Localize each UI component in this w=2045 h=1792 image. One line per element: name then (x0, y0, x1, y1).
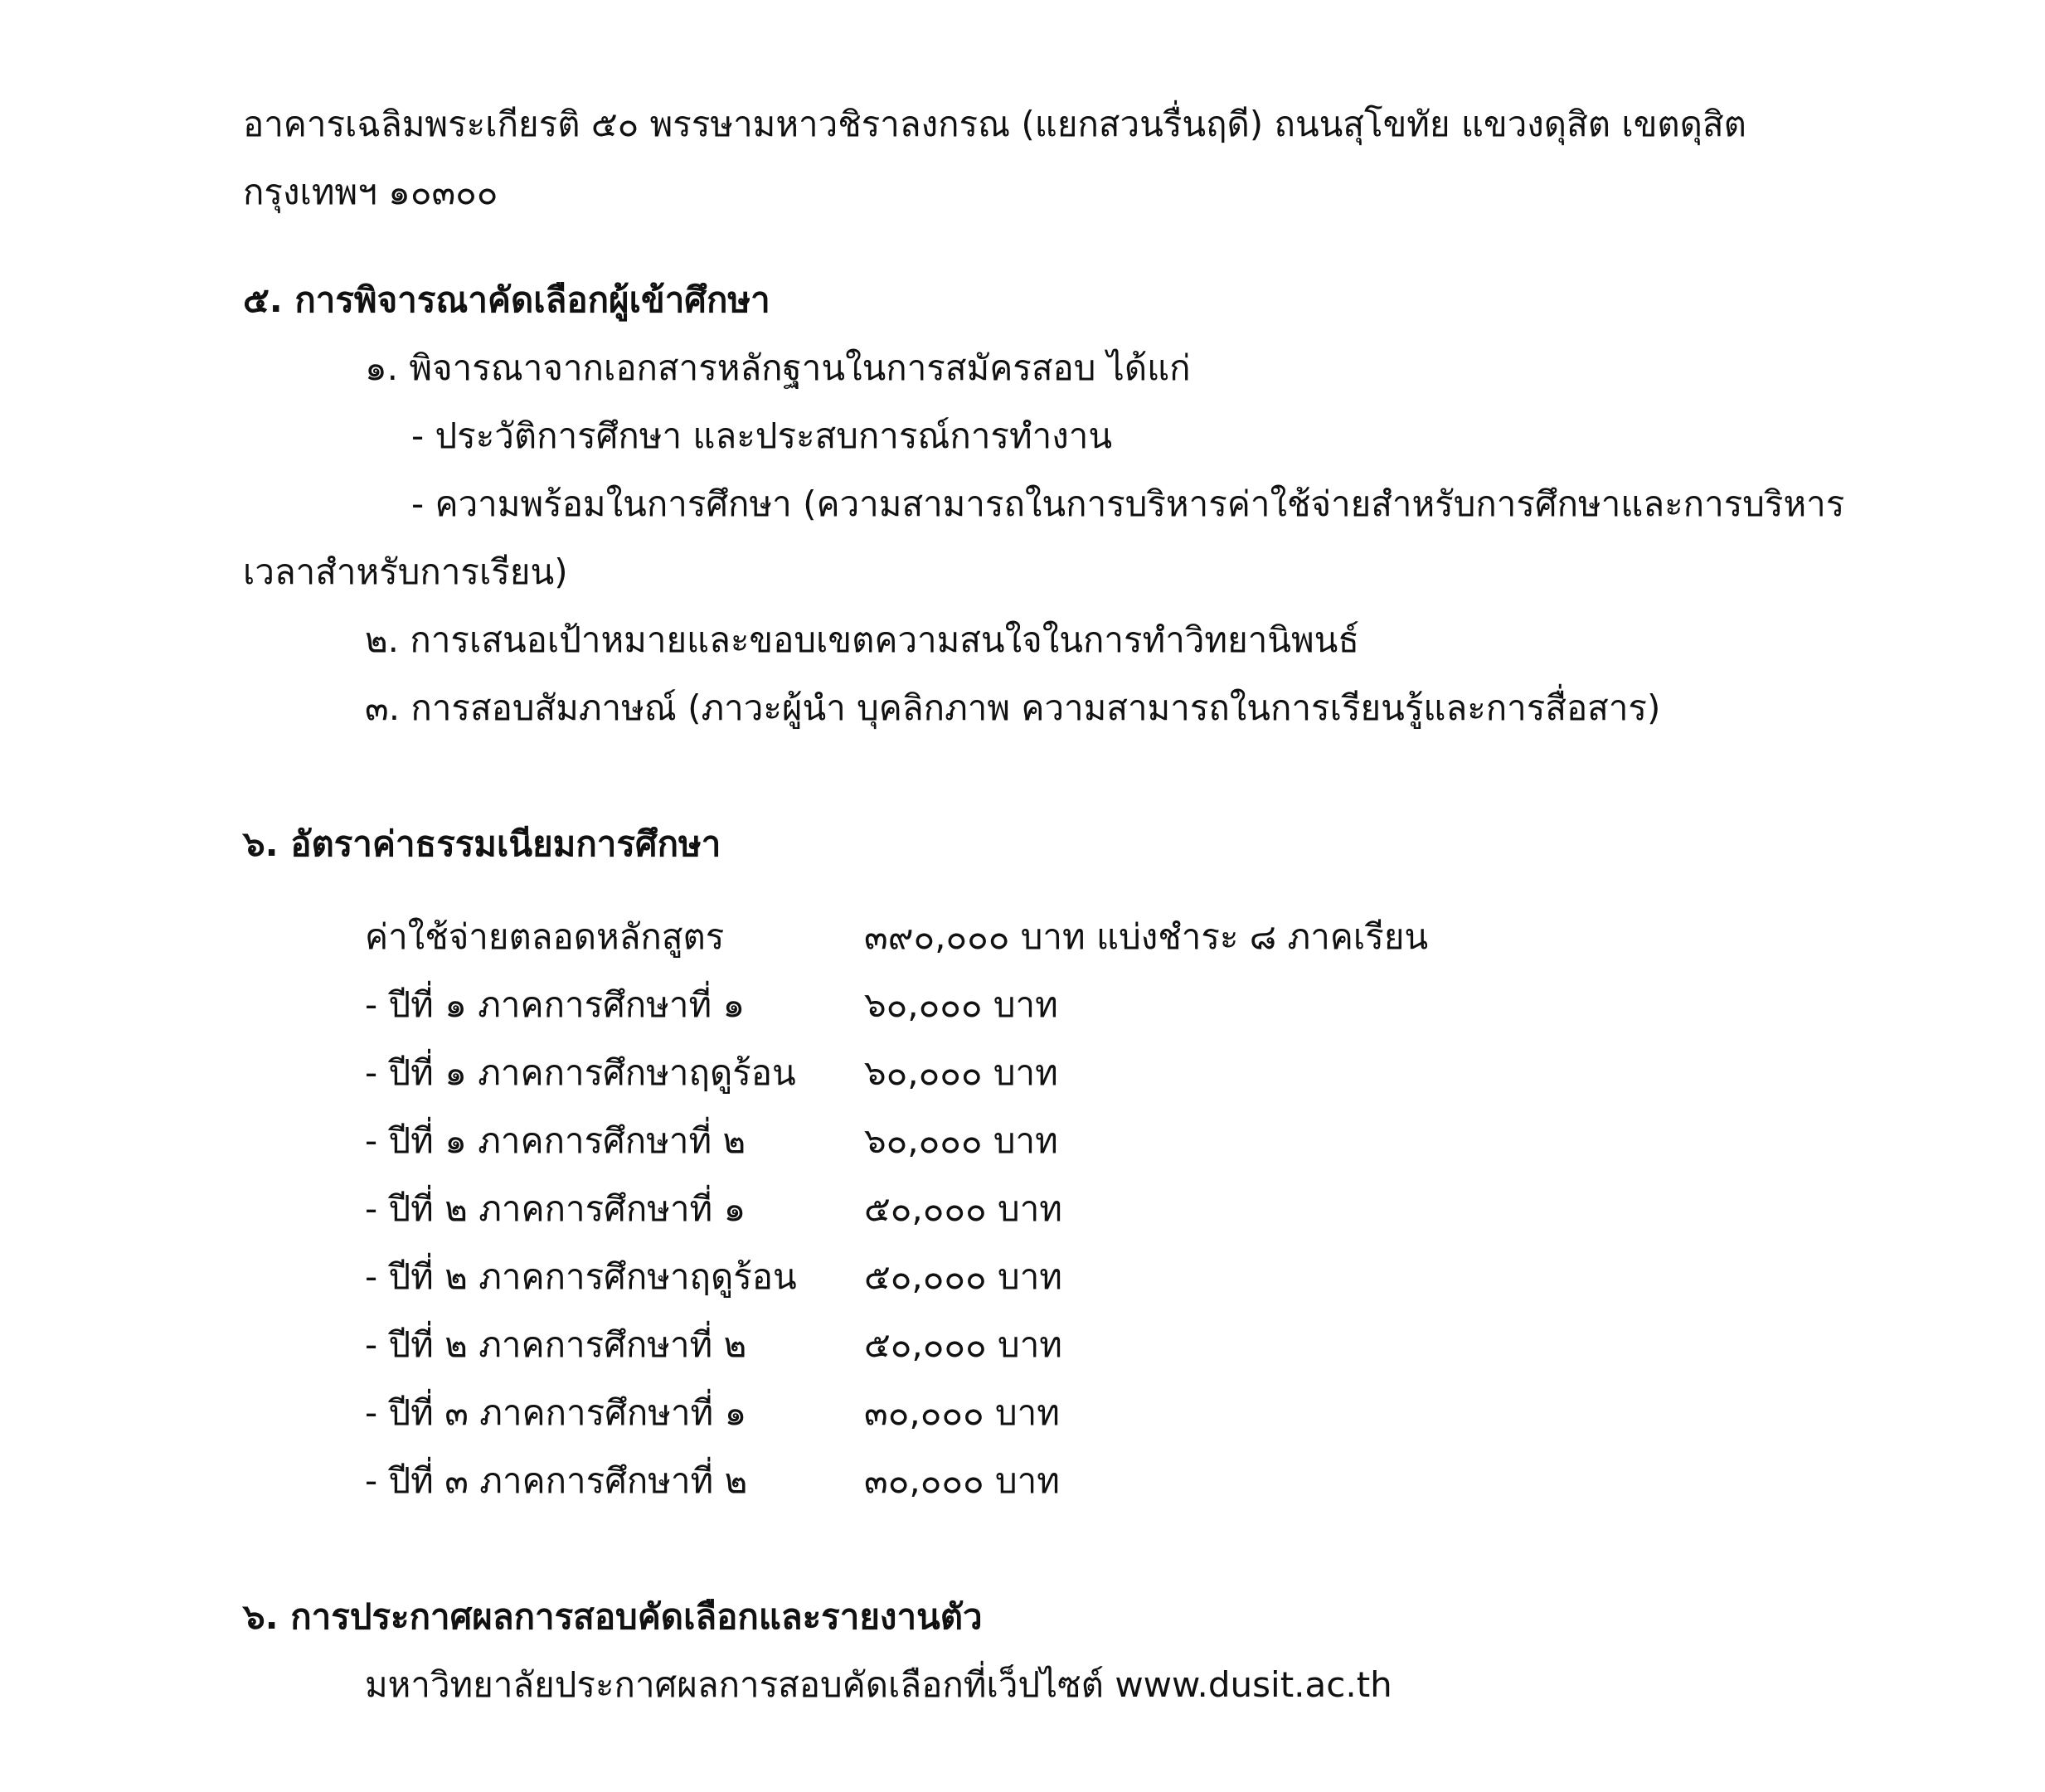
fee-row-label: ค่าใช้จ่ายตลอดหลักสูตร (365, 916, 725, 957)
address-line-1: อาคารเฉลิมพระเกียรติ ๕๐ พรรษามหาวชิราลงกรณ (แยกสวนรื่นฤดี) ถนนสุโขทัย แขวงดุสิต เขตดุสิต (243, 104, 1746, 144)
fee-row-amount: ๓๙๐,๐๐๐ บาท แบ่งชำระ ๘ ภาคเรียน (864, 916, 1429, 957)
fee-row-label: - ปีที่ ๒ ภาคการศึกษาฤดูร้อน (365, 1256, 797, 1297)
fee-row-amount: ๖๐,๐๐๐ บาท (864, 1120, 1058, 1161)
section-6-announcement-heading: ๖. การประกาศผลการสอบคัดเลือกและรายงานตัว (243, 1596, 983, 1637)
fee-row-amount: ๕๐,๐๐๐ บาท (864, 1188, 1062, 1229)
criterion-1-sub-1: - ประวัติการศึกษา และประสบการณ์การทำงาน (411, 415, 1113, 456)
fee-row-label: - ปีที่ ๓ ภาคการศึกษาที่ ๑ (365, 1392, 747, 1433)
selection-criterion-2: ๒. การเสนอเป้าหมายและขอบเขตความสนใจในการทำวิทยานิพนธ์ (365, 619, 1360, 660)
selection-criterion-1: ๑. พิจารณาจากเอกสารหลักฐานในการสมัครสอบ ได้แก่ (365, 347, 1191, 388)
address-line-2: กรุงเทพฯ ๑๐๓๐๐ (243, 172, 498, 212)
fee-row-amount: ๕๐,๐๐๐ บาท (864, 1256, 1062, 1297)
fee-row-amount: ๕๐,๐๐๐ บาท (864, 1324, 1062, 1365)
selection-criterion-3: ๓. การสอบสัมภาษณ์ (ภาวะผู้นำ บุคลิกภาพ ความสามารถในการเรียนรู้และการสื่อสาร) (365, 687, 1661, 728)
fee-row-label: - ปีที่ ๒ ภาคการศึกษาที่ ๒ (365, 1324, 747, 1365)
fee-row-label: - ปีที่ ๑ ภาคการศึกษาที่ ๑ (365, 984, 746, 1025)
fee-row-amount: ๖๐,๐๐๐ บาท (864, 1052, 1058, 1093)
fee-row-label: - ปีที่ ๑ ภาคการศึกษาที่ ๒ (365, 1120, 746, 1161)
criterion-1-sub-2-line-1: - ความพร้อมในการศึกษา (ความสามารถในการบริหารค่าใช้จ่ายสำหรับการศึกษาและการบริหาร (411, 483, 1845, 524)
fee-row-amount: ๖๐,๐๐๐ บาท (864, 984, 1058, 1025)
fee-row-amount: ๓๐,๐๐๐ บาท (864, 1460, 1060, 1501)
fee-row-label: - ปีที่ ๓ ภาคการศึกษาที่ ๒ (365, 1460, 748, 1501)
section-6-fees-heading: ๖. อัตราค่าธรรมเนียมการศึกษา (243, 823, 721, 864)
section-5-heading: ๕. การพิจารณาคัดเลือกผู้เข้าศึกษา (243, 279, 770, 320)
criterion-1-sub-2-line-2: เวลาสำหรับการเรียน) (243, 551, 568, 592)
fee-row-amount: ๓๐,๐๐๐ บาท (864, 1392, 1060, 1433)
fee-row-label: - ปีที่ ๒ ภาคการศึกษาที่ ๑ (365, 1188, 746, 1229)
fee-row-label: - ปีที่ ๑ ภาคการศึกษาฤดูร้อน (365, 1052, 796, 1093)
announcement-body: มหาวิทยาลัยประกาศผลการสอบคัดเลือกที่เว็ปไซต์ www.dusit.ac.th (365, 1664, 1392, 1705)
